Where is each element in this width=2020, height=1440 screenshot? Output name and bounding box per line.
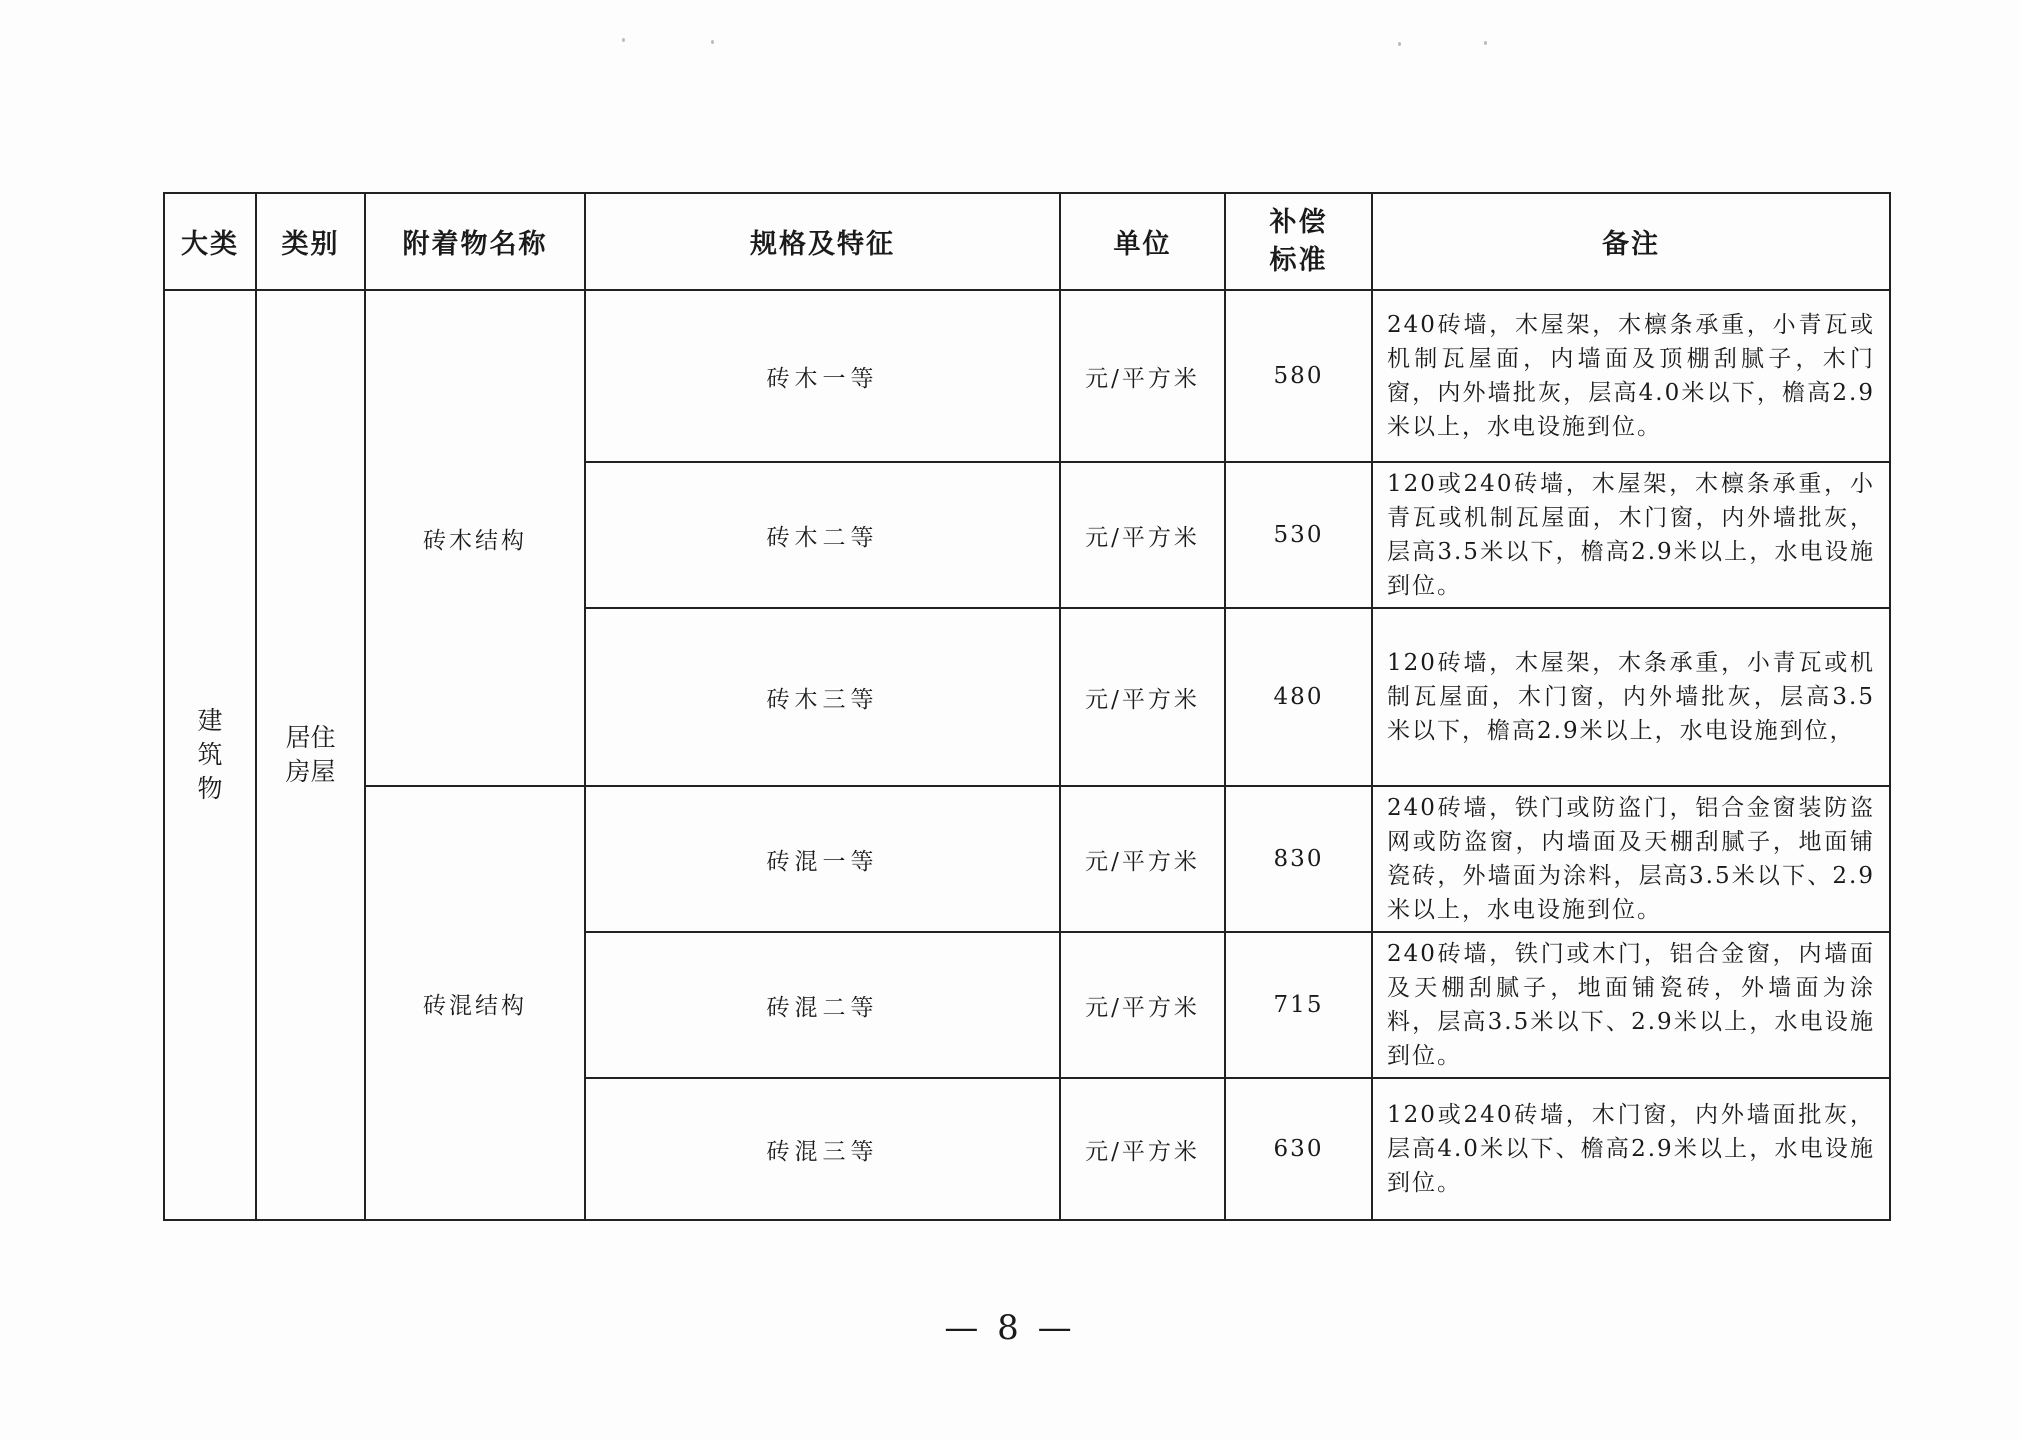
header-remarks: 备注 <box>1372 193 1890 290</box>
standard-cell: 480 <box>1225 608 1372 786</box>
header-standard <box>1225 193 1372 290</box>
major-category-text: 建筑物 <box>197 706 223 803</box>
spec-cell: 砖混二等 <box>585 932 1060 1078</box>
table-row <box>164 786 1890 932</box>
header-attachment-name: 附着物名称 <box>365 193 585 290</box>
scan-speck <box>1484 41 1487 45</box>
header-standard-line2: 标准 <box>1269 244 1328 276</box>
attachment-name-cell: 砖混结构 <box>365 786 585 1220</box>
spec-cell: 砖木二等 <box>585 462 1060 608</box>
scan-speck <box>711 40 714 44</box>
scan-speck <box>1398 42 1401 46</box>
header-major-category: 大类 <box>164 193 256 290</box>
remarks-cell: 240砖墙，木屋架，木檩条承重，小青瓦或机制瓦屋面，内墙面及顶棚刮腻子，木门窗，内外墙批灰，层高4.0米以下，檐高2.9米以上，水电设施到位。 <box>1372 290 1890 462</box>
unit-cell: 元/平方米 <box>1060 462 1225 608</box>
spec-cell: 砖木一等 <box>585 290 1060 462</box>
standard-cell: 715 <box>1225 932 1372 1078</box>
unit-cell: 元/平方米 <box>1060 786 1225 932</box>
major-category-cell <box>164 290 256 1220</box>
unit-cell: 元/平方米 <box>1060 290 1225 462</box>
header-category: 类别 <box>256 193 365 290</box>
attachment-name-cell: 砖木结构 <box>365 290 585 786</box>
header-spec: 规格及特征 <box>585 193 1060 290</box>
unit-cell: 元/平方米 <box>1060 608 1225 786</box>
standard-cell: 580 <box>1225 290 1372 462</box>
remarks-cell: 120或240砖墙，木屋架，木檩条承重，小青瓦或机制瓦屋面，木门窗，内外墙批灰，层高3.5米以下，檐高2.9米以上，水电设施到位。 <box>1372 462 1890 608</box>
category-text: 居住房屋 <box>285 723 336 786</box>
standard-cell: 530 <box>1225 462 1372 608</box>
spec-cell: 砖混三等 <box>585 1078 1060 1220</box>
remarks-cell: 120砖墙，木屋架，木条承重，小青瓦或机制瓦屋面，木门窗，内外墙批灰，层高3.5米以下，檐高2.9米以上，水电设施到位， <box>1372 608 1890 786</box>
scan-speck <box>622 38 625 42</box>
compensation-table <box>163 192 1891 1221</box>
header-unit: 单位 <box>1060 193 1225 290</box>
standard-cell: 630 <box>1225 1078 1372 1220</box>
page-number: — 8 — <box>944 1308 1076 1348</box>
remarks-cell: 240砖墙，铁门或木门，铝合金窗，内墙面及天棚刮腻子，地面铺瓷砖，外墙面为涂料，层高3.5米以下、2.9米以上，水电设施到位。 <box>1372 932 1890 1078</box>
spec-cell: 砖混一等 <box>585 786 1060 932</box>
table-row <box>164 290 1890 462</box>
unit-cell: 元/平方米 <box>1060 1078 1225 1220</box>
header-standard-line1: 补偿 <box>1269 206 1328 238</box>
header-row <box>164 193 1890 290</box>
category-cell <box>256 290 365 1220</box>
remarks-cell: 240砖墙，铁门或防盗门，铝合金窗装防盗网或防盗窗，内墙面及天棚刮腻子，地面铺瓷砖，外墙面为涂料，层高3.5米以下、2.9米以上，水电设施到位。 <box>1372 786 1890 932</box>
unit-cell: 元/平方米 <box>1060 932 1225 1078</box>
remarks-cell: 120或240砖墙，木门窗，内外墙面批灰，层高4.0米以下、檐高2.9米以上，水电设施到位。 <box>1372 1078 1890 1220</box>
standard-cell: 830 <box>1225 786 1372 932</box>
spec-cell: 砖木三等 <box>585 608 1060 786</box>
